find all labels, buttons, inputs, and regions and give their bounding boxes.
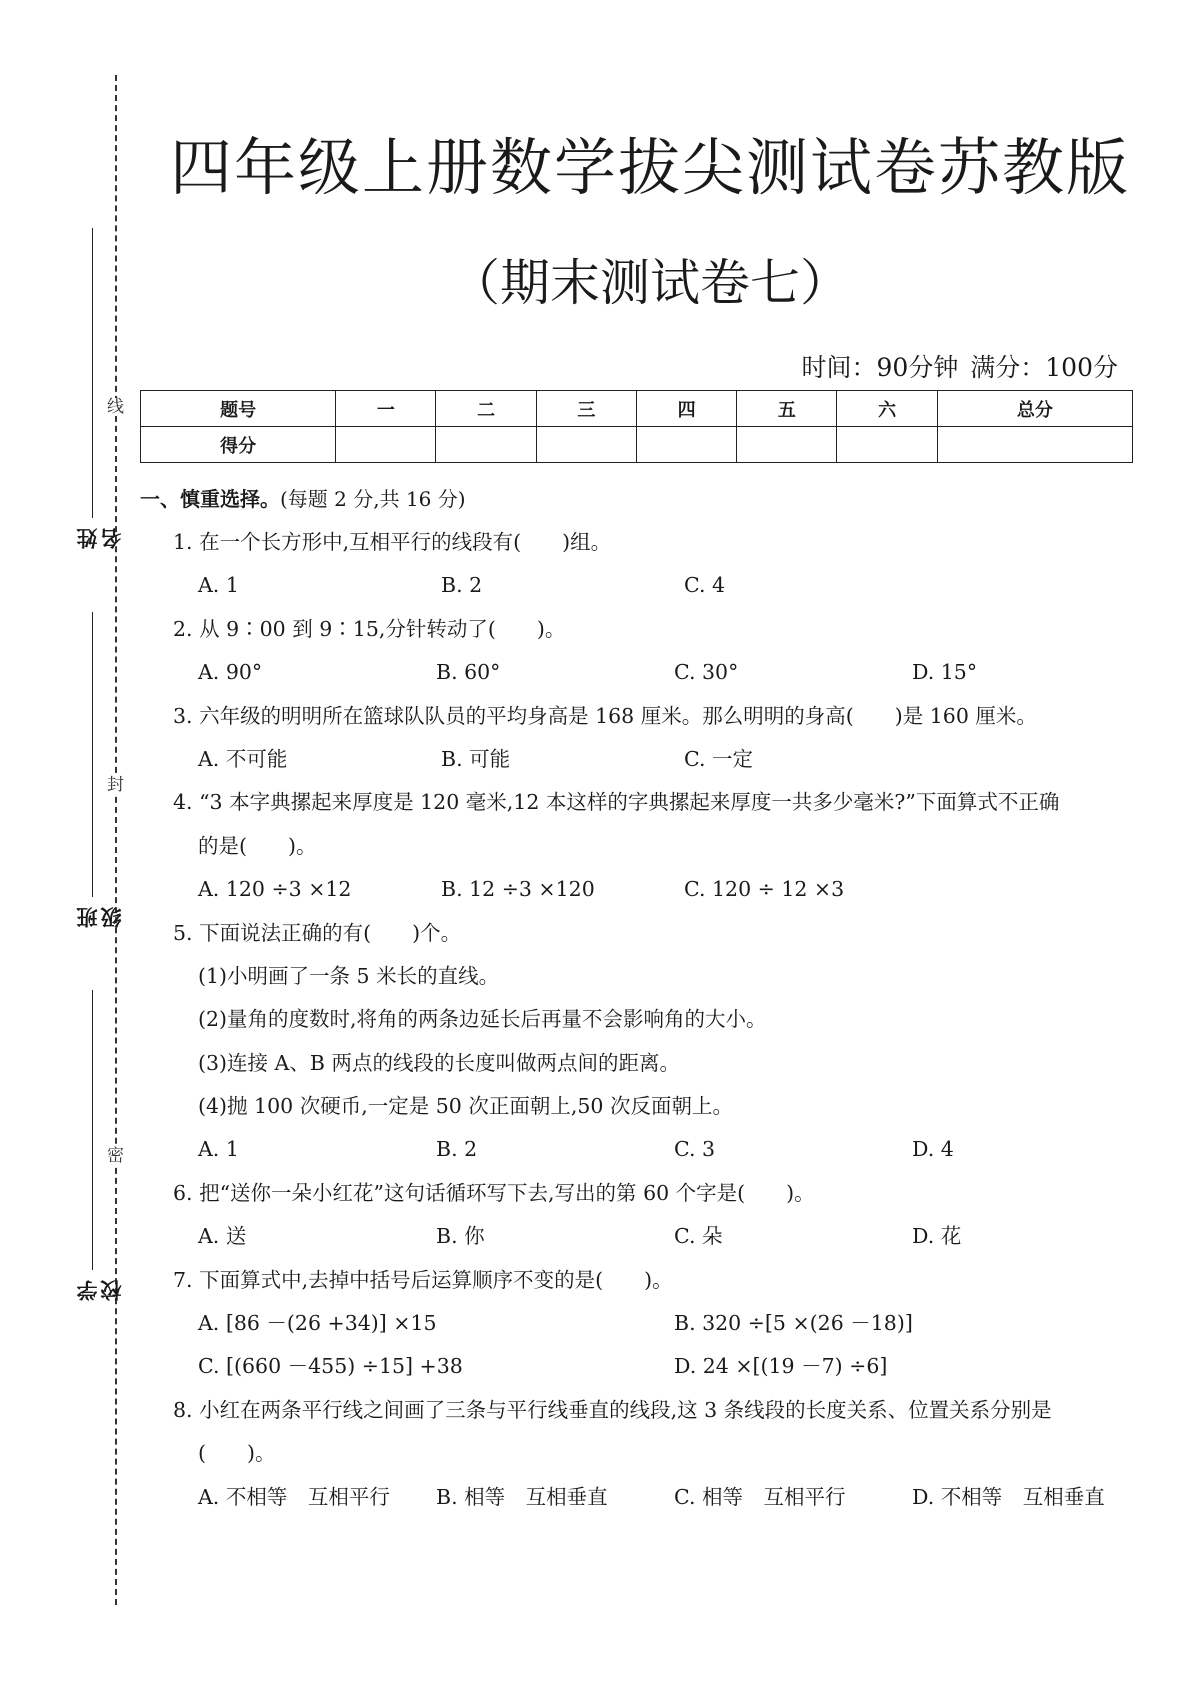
option-b[interactable]: B. 相等 互相垂直 bbox=[436, 1484, 608, 1509]
exam-info bbox=[798, 348, 1118, 384]
option-a[interactable]: A. 送 bbox=[198, 1224, 247, 1249]
question-4-options bbox=[140, 868, 1150, 911]
score-cell[interactable] bbox=[536, 427, 636, 463]
question-5-sub-4: (4)抛 100 次硬币,一定是 50 次正面朝上,50 次反面朝上。 bbox=[198, 1094, 733, 1119]
question-8-stem: 8. 小红在两条平行线之间画了三条与平行线垂直的线段,这 3 条线段的长度关系、位置关系分别是 bbox=[173, 1397, 1052, 1422]
option-a[interactable]: A. 不可能 bbox=[198, 746, 288, 771]
school-rule bbox=[92, 990, 93, 1270]
question-6-stem: 6. 把“送你一朵小红花”这句话循环写下去,写出的第 60 个字是( )。 bbox=[173, 1180, 815, 1205]
question-5-sub-1: (1)小明画了一条 5 米长的直线。 bbox=[198, 963, 500, 988]
binding-mark-line: 线 bbox=[107, 397, 124, 417]
score-header-cell: 题号 bbox=[141, 391, 336, 427]
score-cell[interactable] bbox=[837, 427, 937, 463]
question-1-options bbox=[140, 564, 1150, 607]
page-subtitle: （期末测试卷七） bbox=[450, 254, 850, 312]
option-c[interactable]: C. 一定 bbox=[684, 746, 753, 771]
score-table bbox=[140, 390, 1133, 463]
binding-dashed-line bbox=[115, 75, 117, 1605]
score-header-cell: 六 bbox=[837, 391, 937, 427]
option-a[interactable]: A. [86 －(26 +34)] ×15 bbox=[198, 1311, 437, 1336]
option-d[interactable]: D. 不相等 互相垂直 bbox=[912, 1484, 1105, 1509]
option-a[interactable]: A. 90° bbox=[198, 660, 263, 685]
option-b[interactable]: B. 320 ÷[5 ×(26 －18)] bbox=[674, 1311, 913, 1336]
exam-time: 时间：90分钟 bbox=[801, 353, 959, 382]
option-a[interactable]: A. 120 ÷3 ×12 bbox=[198, 877, 352, 902]
option-b[interactable]: B. 你 bbox=[436, 1224, 485, 1249]
question-7-options-row-2 bbox=[140, 1345, 1150, 1388]
section-title bbox=[140, 478, 1150, 521]
question-5-stem: 5. 下面说法正确的有( )个。 bbox=[173, 920, 462, 945]
score-header-cell: 三 bbox=[536, 391, 636, 427]
option-a[interactable]: A. 1 bbox=[198, 1137, 239, 1162]
binding-mark-seal: 封 bbox=[107, 775, 124, 795]
option-b[interactable]: B. 60° bbox=[436, 660, 501, 685]
question-5-sub-3: (3)连接 A、B 两点的线段的长度叫做两点间的距离。 bbox=[198, 1050, 680, 1075]
option-c[interactable]: C. 朵 bbox=[674, 1224, 723, 1249]
option-d[interactable]: D. 花 bbox=[912, 1224, 962, 1249]
question-3-options bbox=[140, 738, 1150, 781]
score-table-score-row bbox=[141, 427, 1133, 463]
school-label: 学校 bbox=[76, 1280, 124, 1301]
option-b[interactable]: B. 12 ÷3 ×120 bbox=[441, 877, 595, 902]
option-c[interactable]: C. [(660 －455) ÷15] +38 bbox=[198, 1354, 463, 1379]
question-3-stem: 3. 六年级的明明所在篮球队队员的平均身高是 168 厘米。那么明明的身高( )是 160 厘米。 bbox=[173, 703, 1037, 728]
score-header-cell: 一 bbox=[336, 391, 436, 427]
option-a[interactable]: A. 1 bbox=[198, 573, 239, 598]
option-c[interactable]: C. 4 bbox=[684, 573, 726, 598]
score-row-label: 得分 bbox=[141, 427, 336, 463]
question-7-options-row-1 bbox=[140, 1302, 1150, 1345]
page-title: 四年级上册数学拔尖测试卷苏教版 bbox=[169, 131, 1130, 204]
section-1 bbox=[140, 478, 1150, 1519]
name-label: 姓名 bbox=[76, 528, 124, 549]
question-1-stem: 1. 在一个长方形中,互相平行的线段有( )组。 bbox=[173, 530, 612, 554]
class-label: 班级 bbox=[76, 907, 124, 928]
option-d[interactable]: D. 4 bbox=[912, 1137, 954, 1162]
question-4-stem-cont: 的是( )。 bbox=[198, 833, 317, 858]
option-b[interactable]: B. 2 bbox=[436, 1137, 478, 1162]
score-cell[interactable] bbox=[737, 427, 837, 463]
section-title-text: 一、慎重选择。 bbox=[140, 487, 280, 511]
option-a[interactable]: A. 不相等 互相平行 bbox=[198, 1484, 390, 1509]
score-table-header-row bbox=[141, 391, 1133, 427]
question-8-options bbox=[140, 1476, 1150, 1519]
name-rule bbox=[92, 228, 93, 518]
score-header-cell: 总分 bbox=[937, 391, 1132, 427]
option-b[interactable]: B. 2 bbox=[441, 573, 483, 598]
question-2-options bbox=[140, 651, 1150, 694]
option-c[interactable]: C. 30° bbox=[674, 660, 739, 685]
option-c[interactable]: C. 相等 互相平行 bbox=[674, 1484, 846, 1509]
question-6-options bbox=[140, 1215, 1150, 1258]
option-d[interactable]: D. 15° bbox=[912, 660, 978, 685]
question-5-sub-2: (2)量角的度数时,将角的两条边延长后再量不会影响角的大小。 bbox=[198, 1007, 767, 1032]
question-7-stem: 7. 下面算式中,去掉中括号后运算顺序不变的是( )。 bbox=[173, 1267, 673, 1292]
question-4-stem: 4. “3 本字典摞起来厚度是 120 毫米,12 本这样的字典摞起来厚度一共多少毫米?”下面算式不正确 bbox=[173, 790, 1060, 815]
question-2-stem: 2. 从 9∶00 到 9∶15,分针转动了( )。 bbox=[173, 616, 566, 641]
question-8-stem-cont: ( )。 bbox=[198, 1441, 276, 1466]
score-header-cell: 四 bbox=[636, 391, 736, 427]
score-cell[interactable] bbox=[636, 427, 736, 463]
class-rule bbox=[92, 612, 93, 897]
binding-mark-secret: 密 bbox=[107, 1146, 124, 1166]
question-5-options bbox=[140, 1128, 1150, 1171]
option-c[interactable]: C. 3 bbox=[674, 1137, 716, 1162]
score-header-cell: 二 bbox=[436, 391, 536, 427]
option-d[interactable]: D. 24 ×[(19 －7) ÷6] bbox=[674, 1354, 888, 1379]
section-note: (每题 2 分,共 16 分) bbox=[280, 487, 466, 511]
score-cell[interactable] bbox=[436, 427, 536, 463]
exam-full-score: 满分：100分 bbox=[970, 353, 1118, 382]
score-header-cell: 五 bbox=[737, 391, 837, 427]
score-cell[interactable] bbox=[937, 427, 1132, 463]
option-c[interactable]: C. 120 ÷ 12 ×3 bbox=[684, 877, 845, 902]
option-b[interactable]: B. 可能 bbox=[441, 746, 511, 771]
score-cell[interactable] bbox=[336, 427, 436, 463]
